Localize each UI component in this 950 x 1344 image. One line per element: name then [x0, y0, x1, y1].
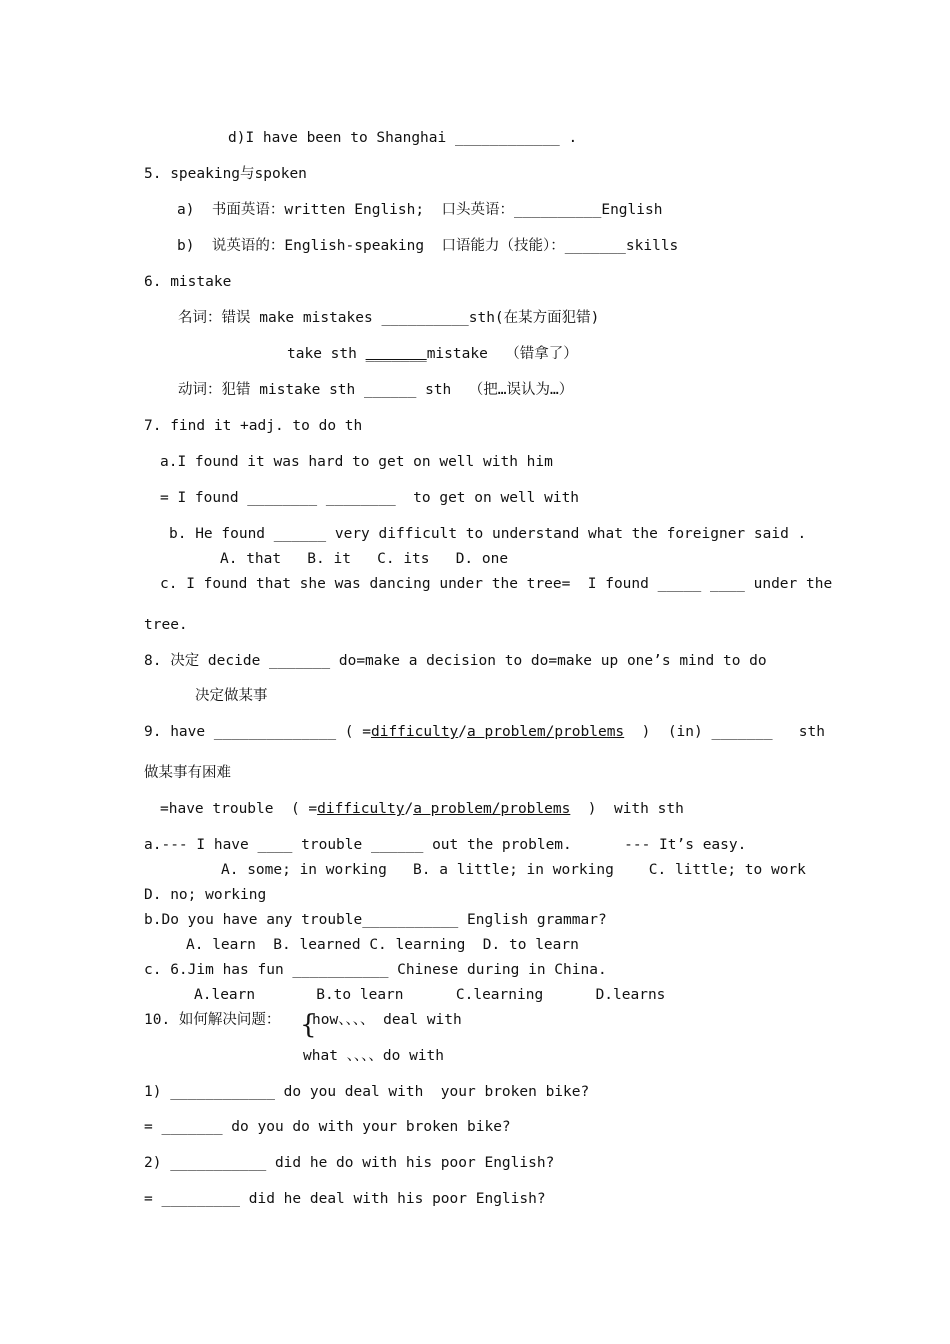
item-7b: b. He found ______ very difficult to understand what the foreigner said .	[169, 526, 807, 542]
item-5a: a) 书面英语：written English; 口头英语：__________English	[177, 202, 663, 218]
heading-7: 7. find it +adj. to do th	[144, 418, 363, 434]
heading-6: 6. mistake	[144, 274, 232, 290]
brace-icon: {	[300, 1010, 317, 1040]
item-10-2: 2) ___________ did he do with his poor English?	[144, 1155, 555, 1171]
item-6-take-text: take sth	[287, 346, 366, 362]
item-9b-options: A. learn B. learned C. learning D. to learn	[186, 937, 579, 953]
item-9-trouble	[160, 800, 684, 818]
item-10-how: how、、、、 deal with	[312, 1012, 462, 1028]
item-6-take	[287, 345, 578, 363]
item-9-trouble-problem: a problem/problems	[413, 801, 571, 817]
heading-9-tail: ) (in) _______ sth	[624, 724, 825, 740]
item-6-verb: 动词：犯错 mistake sth ______ sth （把…误认为…）	[178, 382, 574, 398]
item-7b-options: A. that B. it C. its D. one	[220, 551, 509, 567]
item-9-meaning: 做某事有困难	[144, 765, 231, 781]
item-9c: c. 6.Jim has fun ___________ Chinese during in China.	[144, 962, 607, 978]
item-9-trouble-difficulty: difficulty	[317, 801, 405, 817]
item-9-trouble-tail: ) with sth	[570, 801, 684, 817]
item-9a: a.--- I have ____ trouble ______ out the problem. --- It’s easy.	[144, 837, 747, 853]
heading-8: 8. 决定 decide _______ do=make a decision to do=make up one’s mind to do	[144, 653, 767, 669]
item-6-take-tail: mistake （错拿了）	[426, 346, 578, 362]
item-10-1-rewrite: = _______ do you do with your broken bike?	[144, 1119, 511, 1135]
item-9a-options: A. some; in working B. a little; in working C. little; to work	[221, 862, 806, 878]
heading-9-difficulty: difficulty	[370, 724, 459, 740]
item-4d: d)I have been to Shanghai ____________ .	[228, 130, 578, 146]
item-9-trouble-slash: /	[404, 801, 414, 817]
item-6-noun: 名词：错误 make mistakes __________sth(在某方面犯错)	[178, 310, 600, 326]
item-10-2-rewrite: = _________ did he deal with his poor English?	[144, 1191, 546, 1207]
heading-9-text: 9. have ______________ ( =	[144, 724, 371, 740]
heading-9-slash: /	[458, 724, 468, 740]
item-7a: a.I found it was hard to get on well with him	[160, 454, 553, 470]
item-9a-option-d: D. no; working	[144, 887, 267, 903]
item-8-meaning: 决定做某事	[195, 688, 268, 704]
item-7c: c. I found that she was dancing under the tree= I found _____ ____ under the	[160, 576, 833, 592]
item-7a-rewrite: = I found ________ ________ to get on well with	[160, 490, 580, 506]
heading-5: 5. speaking与spoken	[144, 166, 307, 182]
heading-10: 10. 如何解决问题：	[144, 1012, 281, 1028]
item-9b: b.Do you have any trouble___________ English grammar?	[144, 912, 607, 928]
item-9c-options: A.learn B.to learn C.learning D.learns	[194, 987, 666, 1003]
item-6-take-blank: _______	[365, 346, 427, 362]
heading-9	[144, 723, 825, 741]
item-10-what: what 、、、、do with	[303, 1048, 445, 1064]
item-7c-cont: tree.	[144, 617, 188, 633]
item-10-1: 1) ____________ do you deal with your broken bike?	[144, 1084, 590, 1100]
heading-9-problem: a problem/problems	[467, 724, 625, 740]
item-9-trouble-text: =have trouble ( =	[160, 801, 318, 817]
item-5b: b) 说英语的：English-speaking 口语能力（技能）：_______skills	[177, 238, 679, 254]
